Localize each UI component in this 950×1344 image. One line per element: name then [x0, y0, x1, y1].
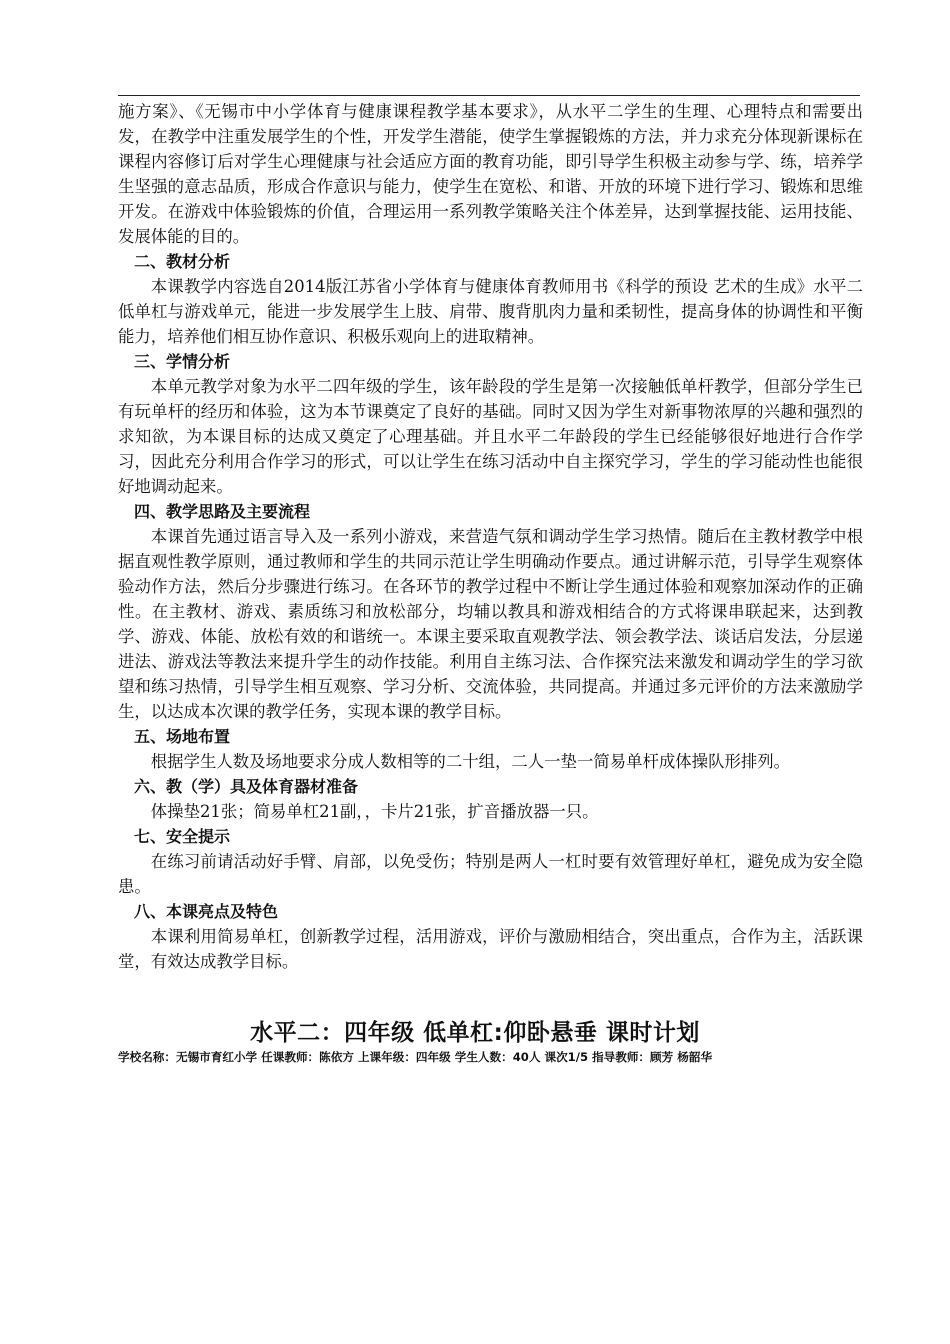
- lesson-plan-info: 学校名称：无锡市育红小学 任课教师：陈依方 上课年级：四年级 学生人数：40人 课次1/5 指导教师：顾芳 杨韶华: [118, 1050, 713, 1064]
- intro-paragraph: 施方案》、《无锡市中小学体育与健康课程教学基本要求》，从水平二学生的生理、心理特点和需要出发，在教学中注重发展学生的个性，开发学生潜能，使学生掌握锻炼的方法，并力求充分体现新课标在课程内容修订后对学生心理健康与社会适应方面的教育功能，即引导学生积极主动参与学、练，培养学生坚强的意志品质，形成合作意识与能力，使学生在宽松、和谐、开放的环境下进行学习、锻炼和思维开发。在游戏中体验锻炼的价值，合理运用一系列教学策略关注个体差异，达到掌握技能、运用技能、发展体能的目的。: [118, 102, 863, 246]
- section-body-venue: 根据学生人数及场地要求分成人数相等的二十组，二人一垫一简易单杆成体操队形排列。: [150, 752, 791, 771]
- section-heading-approach: 四、教学思路及主要流程: [134, 502, 311, 521]
- section-body-highlights: 本课利用简易单杠，创新教学过程，活用游戏，评价与激励相结合，突出重点，合作为主，活跃课堂，有效达成教学目标。: [118, 927, 863, 971]
- section-body-students: 本单元教学对象为水平二四年级的学生，该年龄段的学生是第一次接触低单杆教学，但部分学生已有玩单杆的经历和体验，这为本节课奠定了良好的基础。同时又因为学生对新事物浓厚的兴趣和强烈的求知欲，为本课目标的达成又奠定了心理基础。并且水平二年龄段的学生已经能够很好地进行合作学习，因此充分利用合作学习的形式，可以让学生在练习活动中自主探究学习，学生的学习能动性也能很好地调动起来。: [118, 377, 863, 496]
- section-heading-venue: 五、场地布置: [134, 727, 231, 746]
- section-heading-students: 三、学情分析: [134, 352, 231, 371]
- section-heading-materials: 二、教材分析: [134, 252, 231, 271]
- header-rule: [118, 95, 860, 96]
- document-body: [118, 99, 863, 974]
- section-heading-equipment: 六、教（学）具及体育器材准备: [134, 777, 359, 796]
- section-heading-highlights: 八、本课亮点及特色: [134, 902, 279, 921]
- section-body-safety: 在练习前请活动好手臂、肩部，以免受伤；特别是两人一杠时要有效管理好单杠，避免成为安全隐患。: [118, 852, 863, 896]
- section-heading-safety: 七、安全提示: [134, 827, 231, 846]
- lesson-plan-title: 水平二：四年级 低单杠:仰卧悬垂 课时计划: [250, 1020, 700, 1046]
- section-body-materials: 本课教学内容选自2014版江苏省小学体育与健康体育教师用书《科学的预设 艺术的生成》水平二低单杠与游戏单元，能进一步发展学生上肢、肩带、腹背肌肉力量和柔韧性，提高身体的协调性和平衡能力，培养他们相互协作意识、积极乐观向上的进取精神。: [118, 277, 863, 346]
- section-body-equipment: 体操垫21张；简易单杠21副，，卡片21张，扩音播放器一只。: [150, 802, 599, 821]
- section-body-approach: 本课首先通过语言导入及一系列小游戏，来营造气氛和调动学生学习热情。随后在主教材教学中根据直观性教学原则，通过教师和学生的共同示范让学生明确动作要点。通过讲解示范，引导学生观察体验动作方法，然后分步骤进行练习。在各环节的教学过程中不断让学生通过体验和观察加深动作的正确性。在主教材、游戏、素质练习和放松部分，均辅以教具和游戏相结合的方式将课串联起来，达到教学、游戏、体能、放松有效的和谐统一。本课主要采取直观教学法、领会教学法、谈话启发法，分层递进法、游戏法等教法来提升学生的动作技能。利用自主练习法、合作探究法来激发和调动学生的学习欲望和练习热情，引导学生相互观察、学习分析、交流体验，共同提高。并通过多元评价的方法来激励学生，以达成本次课的教学任务，实现本课的教学目标。: [118, 527, 863, 721]
